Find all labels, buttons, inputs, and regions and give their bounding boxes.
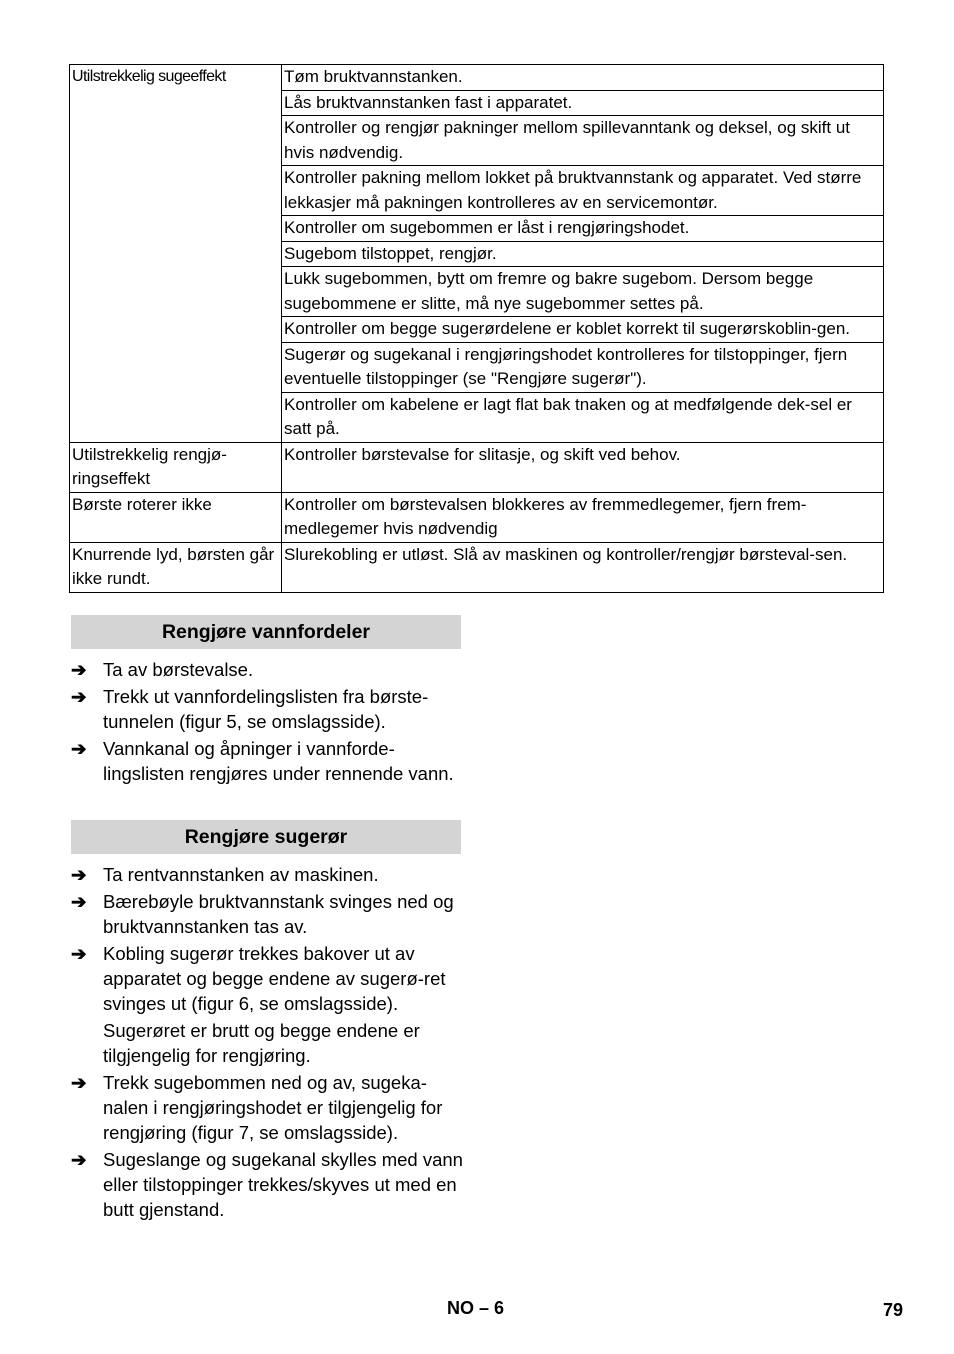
remedy-text: Sugerør og sugekanal i rengjøringshodet kontrolleres for tilstoppinger, fjern eventuelle tilstoppinger (se "Rengjøre sugerør"). (282, 342, 883, 392)
remedy-text: Kontroller om kabelene er lagt flat bak tnaken og at medfølgende dek-sel er satt på. (282, 392, 883, 442)
problem-cell: Børste roterer ikke (70, 492, 282, 542)
remedy-cell: Kontroller børstevalse for slitasje, og skift ved behov. (282, 442, 884, 492)
steps-list-suction-tube (71, 862, 463, 1224)
remedy-cell: Slurekobling er utløst. Slå av maskinen og kontroller/rengjør børsteval-sen. (282, 542, 884, 592)
step-text: Kobling sugerør trekkes bakover ut av apparatet og begge endene av sugerø-ret svinges ut (figur 6, se omslagsside). (103, 943, 446, 1014)
arrow-right-icon: ➔ (71, 1072, 87, 1093)
step-text: Sugeslange og sugekanal skylles med vann eller tilstoppinger trekkes/skyves ut med en butt gjenstand. (103, 1149, 463, 1220)
arrow-right-icon: ➔ (71, 1149, 87, 1170)
remedy-cell (282, 65, 884, 443)
troubleshooting-table (69, 64, 884, 593)
problem-cell: Utilstrekkelig rengjø-ringseffekt (70, 442, 282, 492)
remedy-cell: Kontroller om børstevalsen blokkeres av fremmedlegemer, fjern frem-medlegemer hvis nødvendig (282, 492, 884, 542)
steps-list-water-distributor (71, 657, 463, 788)
table-row (70, 65, 884, 443)
step-text: Ta rentvannstanken av maskinen. (103, 864, 379, 885)
page-number: 79 (883, 1300, 904, 1320)
section-heading-water-distributor: Rengjøre vannfordeler (71, 615, 461, 649)
list-item (71, 889, 463, 939)
footer-section-label: NO – 6 (447, 1298, 505, 1318)
arrow-right-icon: ➔ (71, 943, 87, 964)
arrow-right-icon: ➔ (71, 738, 87, 759)
step-text: Trekk sugebommen ned og av, sugeka-nalen i rengjøringshodet er tilgjengelig for rengjøring (figur 7, se omslagsside). (103, 1072, 443, 1143)
arrow-right-icon: ➔ (71, 686, 87, 707)
remedy-text: Kontroller pakning mellom lokket på bruktvannstank og apparatet. Ved større lekkasjer må pakningen kontrolleres av en servicemontør. (282, 165, 883, 215)
remedy-text: Tøm bruktvannstanken. (284, 67, 463, 86)
arrow-right-icon: ➔ (71, 864, 87, 885)
remedy-text: Kontroller om sugebommen er låst i rengjøringshodet. (282, 215, 883, 241)
remedy-text: Sugebom tilstoppet, rengjør. (282, 241, 883, 267)
section-heading-suction-tube: Rengjøre sugerør (71, 820, 461, 854)
arrow-right-icon: ➔ (71, 891, 87, 912)
list-item (71, 862, 463, 887)
remedy-text: Kontroller om begge sugerørdelene er koblet korrekt til sugerørskoblin-gen. (282, 316, 883, 342)
continuation-text: Sugerøret er brutt og begge endene er tilgjengelig for rengjøring. (103, 1020, 420, 1066)
problem-cell: Utilstrekkelig sugeeffekt (70, 65, 282, 443)
remedy-text: Lås bruktvannstanken fast i apparatet. (282, 90, 883, 116)
step-text: Trekk ut vannfordelingslisten fra børste-tunnelen (figur 5, se omslagsside). (103, 686, 429, 732)
step-text: Vannkanal og åpninger i vannforde-lingslisten rengjøres under rennende vann. (103, 738, 454, 784)
step-text: Ta av børstevalse. (103, 659, 254, 680)
list-item (71, 684, 463, 734)
list-item (71, 657, 463, 682)
list-item (71, 1070, 463, 1145)
step-text: Bærebøyle bruktvannstank svinges ned og bruktvannstanken tas av. (103, 891, 454, 937)
table-row (70, 542, 884, 592)
remedy-text: Kontroller og rengjør pakninger mellom spillevanntank og deksel, og skift ut hvis nødvendig. (282, 115, 883, 165)
table-row (70, 442, 884, 492)
list-item (71, 941, 463, 1016)
list-item (71, 1147, 463, 1222)
list-item (71, 736, 463, 786)
arrow-right-icon: ➔ (71, 659, 87, 680)
remedy-text: Lukk sugebommen, bytt om fremre og bakre sugebom. Dersom begge sugebommene er slitte, må nye sugebommer settes på. (282, 266, 883, 316)
problem-cell: Knurrende lyd, børsten går ikke rundt. (70, 542, 282, 592)
table-row (70, 492, 884, 542)
